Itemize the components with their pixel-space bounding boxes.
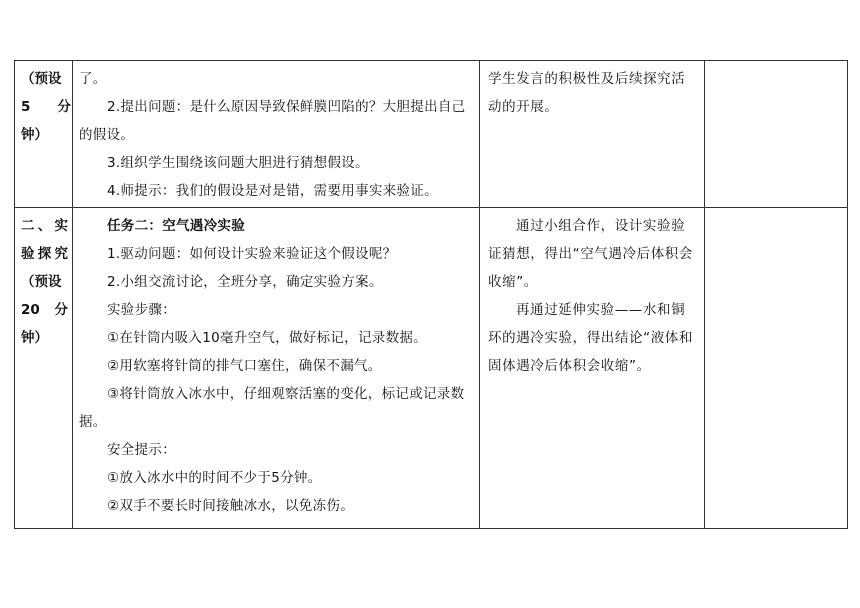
stage-label-line: 5 分: [21, 99, 71, 115]
table-row: [15, 208, 848, 529]
table-row: [15, 61, 848, 208]
activity-paragraph: ①放入冰水中的时间不少于5分钟。: [107, 470, 322, 486]
task-title: 任务二：空气遇冷实验: [107, 218, 245, 234]
activity-paragraph: ③将针筒放入冰水中，仔细观察活塞的变化，标记或记录数据。: [79, 386, 465, 430]
stage-label-line: 钟）: [21, 330, 48, 346]
stage-label-line: （预设: [21, 274, 62, 290]
activity-paragraph: ②用软塞将针筒的排气口塞住，确保不漏气。: [107, 358, 382, 374]
activity-paragraph: 2.提出问题：是什么原因导致保鲜膜凹陷的？大胆提出自己的假设。: [79, 99, 466, 143]
design-intent-paragraph: 学生发言的积极性及后续探究活动的开展。: [488, 71, 686, 115]
design-intent-cell: [480, 208, 705, 529]
activity-paragraph: ①在针筒内吸入10毫升空气，做好标记，记录数据。: [107, 330, 427, 346]
stage-label-line: 20 分: [21, 302, 68, 318]
stage-label-line: （预设: [21, 71, 62, 87]
empty-cell: [705, 208, 848, 529]
activity-paragraph: 安全提示：: [107, 442, 176, 458]
activity-paragraph: 了。: [79, 71, 107, 87]
activity-cell: [73, 61, 480, 208]
stage-label-line: 验探究: [21, 246, 68, 262]
stage-cell: [15, 208, 73, 529]
design-intent-cell: [480, 61, 705, 208]
stage-cell: [15, 61, 73, 208]
activity-paragraph: 2.小组交流讨论，全班分享，确定实验方案。: [107, 274, 383, 290]
empty-cell: [705, 61, 848, 208]
activity-paragraph: 4.师提示：我们的假设是对是错，需要用事实来验证。: [107, 183, 438, 199]
stage-label-line: 二、实: [21, 218, 68, 234]
activity-paragraph: 3.组织学生围绕该问题大胆进行猜想假设。: [107, 155, 369, 171]
design-intent-paragraph: 通过小组合作，设计实验验证猜想，得出“空气遇冷后体积会收缩”。: [488, 218, 693, 290]
stage-label-line: 钟）: [21, 127, 48, 143]
lesson-plan-table: [14, 60, 848, 529]
activity-paragraph: 实验步骤：: [107, 302, 176, 318]
activity-cell: [73, 208, 480, 529]
activity-paragraph: ②双手不要长时间接触冰水，以免冻伤。: [107, 498, 355, 514]
activity-paragraph: 1.驱动问题：如何设计实验来验证这个假设呢？: [107, 246, 397, 262]
design-intent-paragraph: 再通过延伸实验——水和铜环的遇冷实验，得出结论“液体和固体遇冷后体积会收缩”。: [488, 302, 693, 374]
